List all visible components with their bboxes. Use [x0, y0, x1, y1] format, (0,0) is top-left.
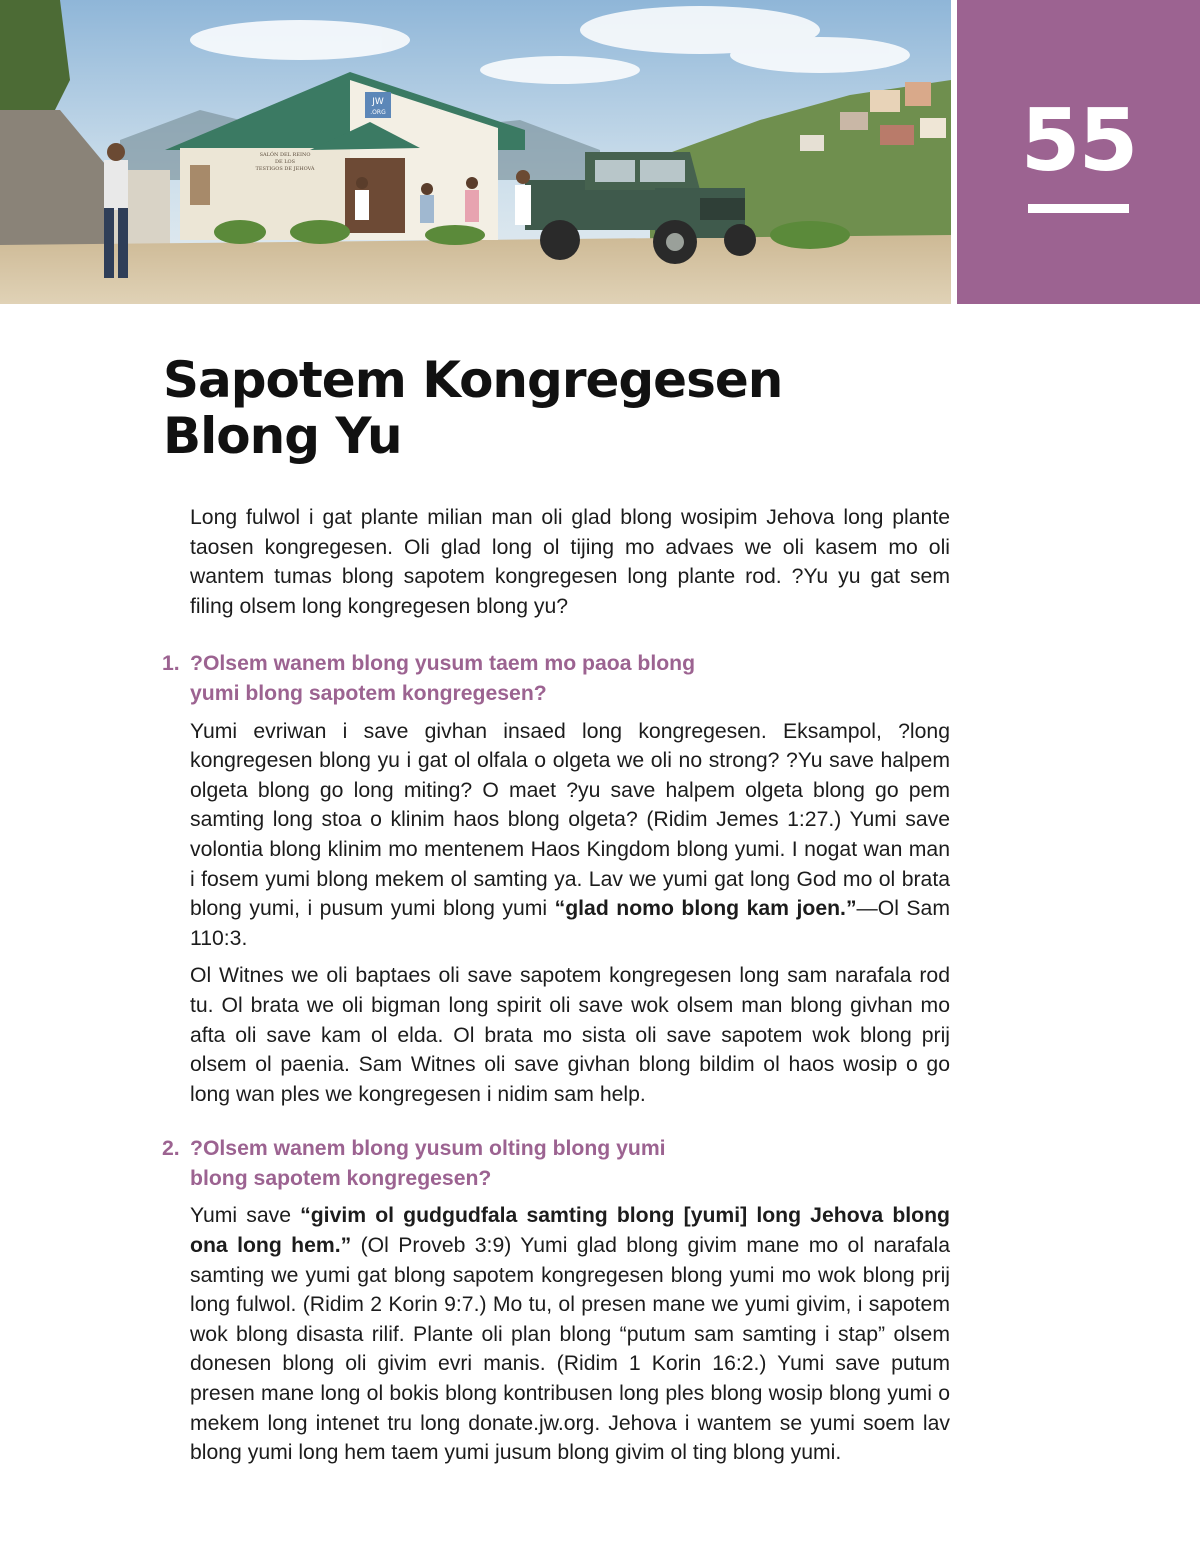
building-sign-line-1: SALÓN DEL REINO [259, 152, 311, 158]
jw-sign-top: JW [372, 97, 384, 107]
lesson-content [162, 503, 950, 1468]
lesson-number: 55 [1020, 91, 1137, 191]
building-sign-line-3: TESTIGOS DE JEHOVÁ [255, 166, 315, 172]
section-2 [162, 1134, 950, 1468]
page-title [163, 352, 923, 464]
section-2-paragraph-1-text: (Ol Proveb 3:9) Yumi glad blong givim mane mo ol narafala samting we yumi gat blong sapotem kongregesen blong yumi mo wok blong prij long fulwol. (Ridim 2 Korin 9:7.) Mo tu, ol presen mane we yumi givim, i sapotem wok blong disasta rilif. Plante oli plan blong “putum sam samting i stap” olsem donesen blong oli givim evri manis. (Ridim 1 Korin 16:2.) Yumi save putum presen mane long ol bokis blong kontribusen long ples blong wosip blong yumi o mekem long intenet tru long donate.jw.org. Jehova i wantem se yumi soem lav blong yumi long hem taem yumi jusum blong givim ol ting blong yumi. [190, 1234, 950, 1465]
page-title-line-2: Blong Yu [163, 407, 402, 465]
section-1 [162, 649, 950, 1109]
section-2-paragraph-1 [190, 1201, 950, 1467]
section-2-paragraph-1-lead: Yumi save [190, 1204, 301, 1228]
section-2-question-line-2: blong sapotem kongregesen? [190, 1166, 492, 1190]
section-1-paragraph-1 [190, 717, 950, 954]
building-sign-line-2: DE LOS [274, 159, 296, 165]
section-2-number: 2. [162, 1137, 180, 1161]
header-photo [0, 0, 951, 304]
section-1-paragraph-1-citation: —Ol Sam 110:3. [190, 897, 950, 950]
section-2-question [162, 1134, 950, 1193]
section-1-question [162, 649, 950, 708]
section-1-paragraph-1-text: Yumi evriwan i save givhan insaed long kongregesen. Eksampol, ?long kongregesen blong yu i gat ol olfala o olgeta we oli no strong? ?Yu save halpem olgeta blong go long miting? O maet ?yu save halpem olgeta blong go pem samting long stoa o klinim haos blong olgeta? (Ridim Jemes 1:27.) Yumi save volontia blong klinim mo mentenem Haos Kingdom blong yumi. I nogat wan man i fosem yumi blong mekem ol samting ya. Lav we yumi gat long God mo ol brata blong yumi, i pusum yumi blong yumi [190, 719, 950, 921]
section-2-question-line-1: ?Olsem wanem blong yusum olting blong yumi [190, 1137, 666, 1161]
section-1-paragraph-1-quote: “glad nomo blong kam joen.” [554, 897, 857, 921]
page-title-line-1: Sapotem Kongregesen [163, 351, 783, 409]
section-2-paragraph-1-quote: “givim ol gudgudfala samting blong [yumi] long Jehova blong ona long hem.” [190, 1204, 950, 1258]
section-1-question-line-1: ?Olsem wanem blong yusum taem mo paoa blong [190, 652, 696, 676]
lesson-number-underline [1028, 204, 1129, 213]
intro-paragraph: Long fulwol i gat plante milian man oli glad blong wosipim Jehova long plante taosen kongregesen. Oli glad long ol tijing mo advaes we oli kasem mo oli wantem tumas blong sapotem kongregesen long plante rod. ?Yu yu gat sem filing olsem long kongregesen blong yu? [190, 506, 950, 618]
section-1-question-line-2: yumi blong sapotem kongregesen? [190, 681, 547, 705]
section-1-number: 1. [162, 652, 180, 676]
section-1-paragraph-2: Ol Witnes we oli baptaes oli save sapotem kongregesen long sam narafala rod tu. Ol brata we oli bigman long spirit oli save wok olsem man blong givhan mo afta oli save kam ol elda. Ol brata mo sista oli save sapotem wok blong prij olsem ol paenia. Sam Witnes oli save givhan blong bildim ol haos wosip o go long wan ples we kongregesen i nidim sam help. [190, 964, 950, 1106]
kingdom-hall-illustration [0, 0, 951, 304]
lesson-number-box [957, 0, 1200, 304]
jw-sign-bottom: .ORG [370, 109, 386, 116]
